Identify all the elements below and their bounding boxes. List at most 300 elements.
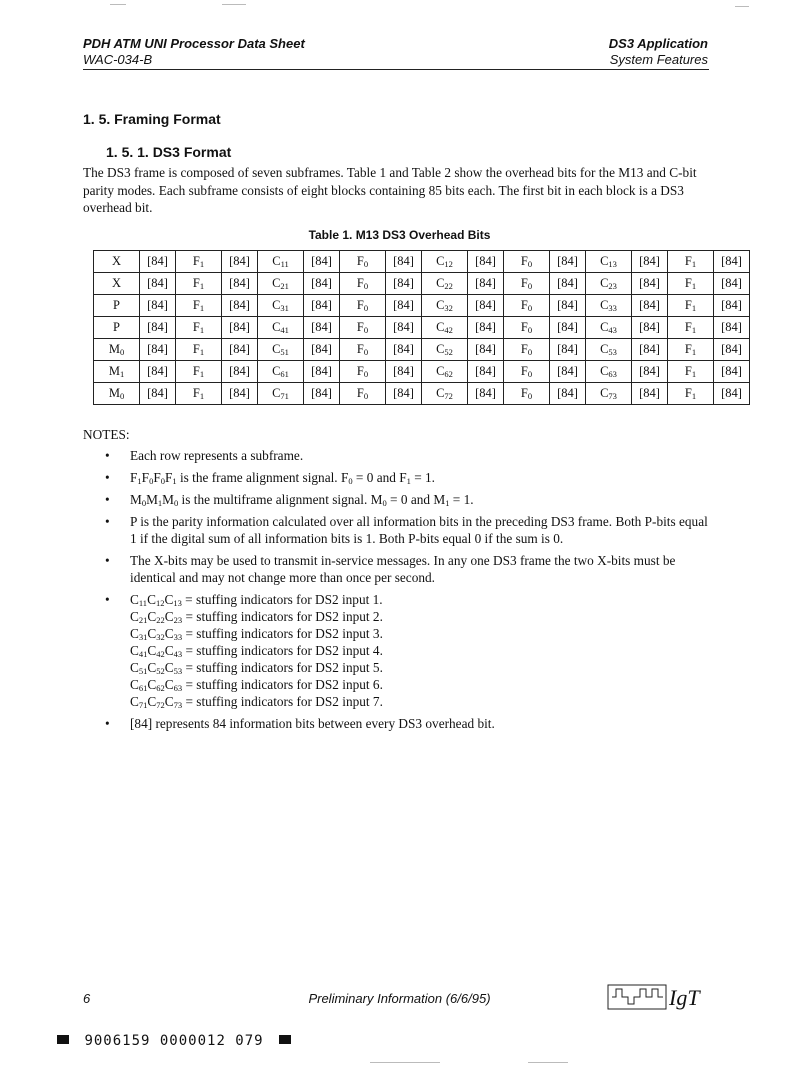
cell-text: [84] <box>229 298 250 312</box>
info-bits-cell <box>468 361 504 383</box>
overhead-bit-cell <box>94 361 140 383</box>
cell-subscript: 0 <box>363 347 369 357</box>
note-text: is the multiframe alignment signal. M <box>178 492 383 507</box>
cell-text: [84] <box>639 364 660 378</box>
intro-paragraph: The DS3 frame is composed of seven subframes. Table 1 and Table 2 show the overhead bits for the M13 and C-bit parity modes. Each subframe consists of eight blocks containing 85 bits each. The first bit in each block is a DS3 overhead bit. <box>83 165 697 215</box>
cell-text: C <box>600 320 609 334</box>
note-line <box>130 552 711 586</box>
note-subscript: 22 <box>156 615 165 625</box>
cell-text: C <box>600 276 609 290</box>
bullet-icon: • <box>105 716 110 731</box>
info-bits-cell <box>386 273 422 295</box>
cell-text: [84] <box>311 386 332 400</box>
cell-text: [84] <box>147 364 168 378</box>
cell-text: [84] <box>311 276 332 290</box>
overhead-bit-cell <box>422 251 468 273</box>
cell-text: F <box>192 320 200 334</box>
cell-subscript: 0 <box>527 325 533 335</box>
scan-mark <box>110 4 126 5</box>
cell-subscript: 51 <box>280 347 289 357</box>
cell-text: [84] <box>147 298 168 312</box>
cell-text: C <box>436 276 445 290</box>
note-subscript: 41 <box>138 649 148 659</box>
cell-subscript: 0 <box>527 303 533 313</box>
note-text: C <box>164 660 174 675</box>
overhead-bit-cell <box>422 273 468 295</box>
overhead-bit-cell <box>504 273 550 295</box>
barcode-line <box>57 1033 291 1049</box>
cell-subscript: 0 <box>119 347 125 357</box>
info-bits-cell <box>304 339 340 361</box>
overhead-bit-cell <box>340 251 386 273</box>
note-subscript: 61 <box>138 683 148 693</box>
cell-subscript: 12 <box>444 259 453 269</box>
overhead-bit-cell <box>258 383 304 405</box>
overhead-bit-cell <box>94 273 140 295</box>
overhead-bit-cell <box>668 317 714 339</box>
barcode-block-icon <box>57 1035 69 1044</box>
overhead-bit-cell <box>668 383 714 405</box>
info-bits-cell <box>550 339 586 361</box>
note-text: = 1. <box>449 492 474 507</box>
cell-text: [84] <box>639 298 660 312</box>
note-text: C <box>130 694 139 709</box>
scan-mark <box>528 1062 568 1063</box>
overhead-bits-table <box>93 250 750 405</box>
overhead-bit-cell <box>340 361 386 383</box>
cell-subscript: 0 <box>527 391 533 401</box>
note-text: F <box>164 470 173 485</box>
info-bits-cell <box>140 339 176 361</box>
cell-subscript: 1 <box>691 281 697 291</box>
overhead-bit-cell <box>668 273 714 295</box>
note-text: = 0 and F <box>352 470 407 485</box>
cell-text: C <box>436 254 445 268</box>
cell-subscript: 1 <box>691 347 697 357</box>
note-text: F <box>130 470 138 485</box>
cell-text: F <box>356 298 364 312</box>
cell-text: [84] <box>721 364 742 378</box>
overhead-bit-cell <box>340 317 386 339</box>
info-bits-cell <box>304 317 340 339</box>
note-text: C <box>164 609 174 624</box>
info-bits-cell <box>222 339 258 361</box>
info-bits-cell <box>632 251 668 273</box>
cell-text: [84] <box>475 254 496 268</box>
barcode-text: 9006159 0000012 079 <box>84 1033 264 1049</box>
info-bits-cell <box>714 273 750 295</box>
cell-text: [84] <box>311 342 332 356</box>
footer-status: Preliminary Information (6/6/95) <box>308 991 491 1006</box>
note-text: F <box>153 470 161 485</box>
note-text: C <box>147 660 157 675</box>
note-text: C <box>147 643 157 658</box>
info-bits-cell <box>304 251 340 273</box>
overhead-bit-cell <box>668 251 714 273</box>
note-line <box>130 469 711 486</box>
cell-text: C <box>600 298 609 312</box>
overhead-bit-cell <box>586 273 632 295</box>
subsection-title: 1. 5. 1. DS3 Format <box>106 144 232 160</box>
note-subscript: 62 <box>156 683 165 693</box>
cell-text: [84] <box>557 298 578 312</box>
overhead-bit-cell <box>94 339 140 361</box>
overhead-bit-cell <box>504 295 550 317</box>
overhead-bit-cell <box>586 317 632 339</box>
cell-subscript: 21 <box>280 281 289 291</box>
cell-text: F <box>192 298 200 312</box>
cell-text: C <box>600 386 609 400</box>
overhead-bit-cell <box>258 339 304 361</box>
info-bits-cell <box>632 383 668 405</box>
info-bits-cell <box>468 383 504 405</box>
cell-text: [84] <box>229 254 250 268</box>
note-text: = stuffing indicators for DS2 input 2. <box>182 609 383 624</box>
table-row <box>94 273 750 295</box>
cell-text: [84] <box>639 254 660 268</box>
cell-subscript: 0 <box>363 325 369 335</box>
note-subscript: 1 <box>157 498 163 508</box>
cell-text: F <box>356 254 364 268</box>
note-text: C <box>130 660 139 675</box>
bullet-icon: • <box>105 592 110 607</box>
overhead-bit-cell <box>258 361 304 383</box>
table-row <box>94 339 750 361</box>
overhead-bit-cell <box>504 383 550 405</box>
table-caption: Table 1. M13 DS3 Overhead Bits <box>308 228 491 242</box>
info-bits-cell <box>714 317 750 339</box>
cell-text: [84] <box>147 276 168 290</box>
cell-subscript: 1 <box>119 369 125 379</box>
cell-text: [84] <box>639 320 660 334</box>
info-bits-cell <box>304 361 340 383</box>
note-subscript: 32 <box>156 632 165 642</box>
cell-text: C <box>272 254 281 268</box>
info-bits-cell <box>550 361 586 383</box>
info-bits-cell <box>714 251 750 273</box>
note-text: C <box>164 592 174 607</box>
note-subscript: 0 <box>348 476 353 486</box>
cell-text: F <box>684 298 692 312</box>
note-subscript: 43 <box>173 649 183 659</box>
info-bits-cell <box>222 317 258 339</box>
cell-text: P <box>113 298 120 312</box>
info-bits-cell <box>714 383 750 405</box>
cell-text: F <box>684 386 692 400</box>
note-text: = stuffing indicators for DS2 input 6. <box>182 677 383 692</box>
overhead-bit-cell <box>258 273 304 295</box>
scan-mark <box>370 1062 440 1063</box>
cell-text: C <box>272 320 281 334</box>
cell-text: [84] <box>229 386 250 400</box>
note-subscript: 21 <box>138 615 148 625</box>
cell-text: X <box>111 254 122 268</box>
cell-text: P <box>113 320 120 334</box>
header-doc-id: WAC-034-B <box>83 52 153 67</box>
cell-text: C <box>436 342 445 356</box>
cell-subscript: 63 <box>608 369 617 379</box>
header-subsection: System Features <box>609 52 708 67</box>
info-bits-cell <box>550 251 586 273</box>
notes-heading: NOTES: <box>83 427 130 442</box>
bullet-icon: • <box>105 553 110 568</box>
note-subscript: 1 <box>172 476 177 486</box>
info-bits-cell <box>140 295 176 317</box>
cell-text: [84] <box>393 298 414 312</box>
cell-text: [84] <box>393 386 414 400</box>
cell-text: [84] <box>393 342 414 356</box>
overhead-bit-cell <box>504 317 550 339</box>
cell-subscript: 1 <box>199 303 205 313</box>
bullet-icon: • <box>105 448 110 463</box>
cell-text: [84] <box>721 276 742 290</box>
cell-text: [84] <box>557 386 578 400</box>
cell-text: F <box>520 298 528 312</box>
note-text: = stuffing indicators for DS2 input 5. <box>182 660 383 675</box>
note-subscript: 51 <box>138 666 148 676</box>
cell-text: [84] <box>311 298 332 312</box>
cell-text: [84] <box>393 254 414 268</box>
note-text: C <box>164 626 174 641</box>
overhead-bit-cell <box>422 361 468 383</box>
cell-text: F <box>192 254 200 268</box>
table-row <box>94 383 750 405</box>
info-bits-cell <box>222 251 258 273</box>
note-line <box>130 447 711 464</box>
note-text: = stuffing indicators for DS2 input 4. <box>182 643 383 658</box>
cell-text: [84] <box>475 298 496 312</box>
note-subscript: 53 <box>173 666 183 676</box>
cell-subscript: 61 <box>280 369 289 379</box>
igt-logo-icon <box>607 982 717 1012</box>
overhead-bit-cell <box>586 361 632 383</box>
note-text: M <box>130 492 142 507</box>
section-title: 1. 5. Framing Format <box>83 111 221 127</box>
overhead-bit-cell <box>94 295 140 317</box>
cell-text: [84] <box>311 320 332 334</box>
note-subscript: 13 <box>173 598 182 608</box>
cell-text: [84] <box>229 320 250 334</box>
overhead-bit-cell <box>586 295 632 317</box>
cell-subscript: 1 <box>199 347 205 357</box>
note-subscript: 11 <box>138 598 148 608</box>
cell-text: C <box>272 276 281 290</box>
info-bits-cell <box>386 295 422 317</box>
note-text: C <box>164 677 174 692</box>
cell-text: F <box>356 320 364 334</box>
cell-subscript: 0 <box>527 347 533 357</box>
cell-text: C <box>272 386 281 400</box>
note-line <box>130 715 711 732</box>
cell-text: [84] <box>393 364 414 378</box>
note-subscript: 73 <box>173 700 183 710</box>
note-text: = stuffing indicators for DS2 input 3. <box>182 626 383 641</box>
cell-subscript: 1 <box>199 369 205 379</box>
info-bits-cell <box>632 361 668 383</box>
cell-text: F <box>684 276 692 290</box>
note-subscript: 1 <box>406 476 411 486</box>
info-bits-cell <box>386 383 422 405</box>
note-line <box>130 608 711 625</box>
note-item <box>105 491 711 508</box>
overhead-bit-cell <box>176 383 222 405</box>
cell-subscript: 0 <box>363 259 369 269</box>
note-subscript: 33 <box>173 632 183 642</box>
cell-text: [84] <box>229 342 250 356</box>
cell-text: X <box>111 276 122 290</box>
cell-subscript: 1 <box>199 325 205 335</box>
cell-text: [84] <box>311 364 332 378</box>
cell-text: C <box>272 298 281 312</box>
cell-subscript: 1 <box>691 259 697 269</box>
cell-text: [84] <box>475 342 496 356</box>
cell-text: [84] <box>721 298 742 312</box>
info-bits-cell <box>140 251 176 273</box>
cell-subscript: 0 <box>527 369 533 379</box>
cell-text: C <box>600 342 609 356</box>
note-text: C <box>130 643 139 658</box>
note-subscript: 31 <box>138 632 148 642</box>
info-bits-cell <box>714 361 750 383</box>
info-bits-cell <box>386 339 422 361</box>
cell-subscript: 0 <box>119 391 125 401</box>
note-item <box>105 513 711 547</box>
note-item <box>105 469 711 486</box>
overhead-bit-cell <box>340 295 386 317</box>
cell-text: [84] <box>721 254 742 268</box>
note-text: C <box>130 677 139 692</box>
note-text: C <box>130 626 139 641</box>
info-bits-cell <box>468 317 504 339</box>
cell-text: F <box>684 320 692 334</box>
cell-subscript: 42 <box>444 325 453 335</box>
overhead-bit-cell <box>668 339 714 361</box>
cell-subscript: 0 <box>363 281 369 291</box>
cell-text: F <box>520 276 528 290</box>
overhead-bits-table-body <box>94 251 750 405</box>
note-subscript: 0 <box>149 476 154 486</box>
notes-list <box>105 447 711 737</box>
cell-text: [84] <box>147 386 168 400</box>
note-text: F <box>141 470 150 485</box>
cell-text: [84] <box>721 342 742 356</box>
note-item <box>105 715 711 732</box>
overhead-bit-cell <box>586 339 632 361</box>
note-text: M <box>146 492 158 507</box>
cell-text: [84] <box>147 320 168 334</box>
cell-text: [84] <box>147 254 168 268</box>
overhead-bit-cell <box>668 361 714 383</box>
note-text: P is the parity information calculated over all information bits in the preceding DS3 frame. Both P-bits equal 1 if the digital sum of all information bits is 1. Both P-bits equal 0 if the sum is 0. <box>130 514 708 546</box>
cell-text: F <box>192 364 200 378</box>
cell-text: [84] <box>147 342 168 356</box>
info-bits-cell <box>304 295 340 317</box>
overhead-bit-cell <box>340 339 386 361</box>
cell-subscript: 71 <box>280 391 289 401</box>
overhead-bit-cell <box>176 251 222 273</box>
note-subscript: 23 <box>173 615 183 625</box>
cell-text: F <box>684 254 692 268</box>
overhead-bit-cell <box>586 383 632 405</box>
cell-text: [84] <box>721 320 742 334</box>
cell-text: [84] <box>475 276 496 290</box>
note-text: The X-bits may be used to transmit in-service messages. In any one DS3 frame the two X-bits must be identical and may not change more than once per second. <box>130 553 676 585</box>
igt-logo <box>607 982 717 1017</box>
info-bits-cell <box>140 273 176 295</box>
header-title: PDH ATM UNI Processor Data Sheet <box>83 36 305 51</box>
note-subscript: 1 <box>137 476 142 486</box>
note-text: is the frame alignment signal. F <box>176 470 349 485</box>
info-bits-cell <box>550 273 586 295</box>
cell-text: F <box>192 342 200 356</box>
cell-text: [84] <box>475 364 496 378</box>
overhead-bit-cell <box>176 317 222 339</box>
header-rule <box>83 69 709 70</box>
cell-text: F <box>684 342 692 356</box>
cell-text: F <box>192 276 200 290</box>
cell-subscript: 72 <box>444 391 453 401</box>
note-subscript: 1 <box>445 498 450 508</box>
cell-text: [84] <box>557 342 578 356</box>
info-bits-cell <box>222 383 258 405</box>
cell-text: [84] <box>393 276 414 290</box>
info-bits-cell <box>304 383 340 405</box>
note-subscript: 52 <box>156 666 165 676</box>
cell-text: [84] <box>557 254 578 268</box>
note-text: = 0 and M <box>386 492 446 507</box>
overhead-bit-cell <box>422 383 468 405</box>
cell-text: [84] <box>721 386 742 400</box>
note-subscript: 71 <box>138 700 148 710</box>
note-text: [84] represents 84 information bits between every DS3 overhead bit. <box>130 716 495 731</box>
cell-text: F <box>684 364 692 378</box>
note-line <box>130 642 711 659</box>
note-subscript: 72 <box>156 700 165 710</box>
note-subscript: 0 <box>160 476 165 486</box>
info-bits-cell <box>632 339 668 361</box>
cell-subscript: 0 <box>363 369 369 379</box>
cell-subscript: 1 <box>199 259 205 269</box>
info-bits-cell <box>632 317 668 339</box>
page-number: 6 <box>83 991 91 1006</box>
note-item <box>105 591 711 710</box>
note-subscript: 12 <box>155 598 165 608</box>
info-bits-cell <box>468 295 504 317</box>
cell-text: [84] <box>229 364 250 378</box>
note-line <box>130 625 711 642</box>
note-line <box>130 693 711 710</box>
info-bits-cell <box>222 295 258 317</box>
overhead-bit-cell <box>504 339 550 361</box>
overhead-bit-cell <box>176 273 222 295</box>
cell-text: [84] <box>557 320 578 334</box>
cell-subscript: 0 <box>363 391 369 401</box>
note-text: C <box>147 626 157 641</box>
note-line <box>130 676 711 693</box>
note-text: = stuffing indicators for DS2 input 7. <box>182 694 383 709</box>
info-bits-cell <box>386 361 422 383</box>
cell-text: C <box>436 386 445 400</box>
cell-text: F <box>520 364 528 378</box>
overhead-bit-cell <box>94 383 140 405</box>
note-subscript: 0 <box>382 498 387 508</box>
overhead-bit-cell <box>504 251 550 273</box>
info-bits-cell <box>140 383 176 405</box>
cell-text: [84] <box>475 320 496 334</box>
cell-text: [84] <box>639 276 660 290</box>
note-line <box>130 591 711 608</box>
cell-text: C <box>600 364 609 378</box>
